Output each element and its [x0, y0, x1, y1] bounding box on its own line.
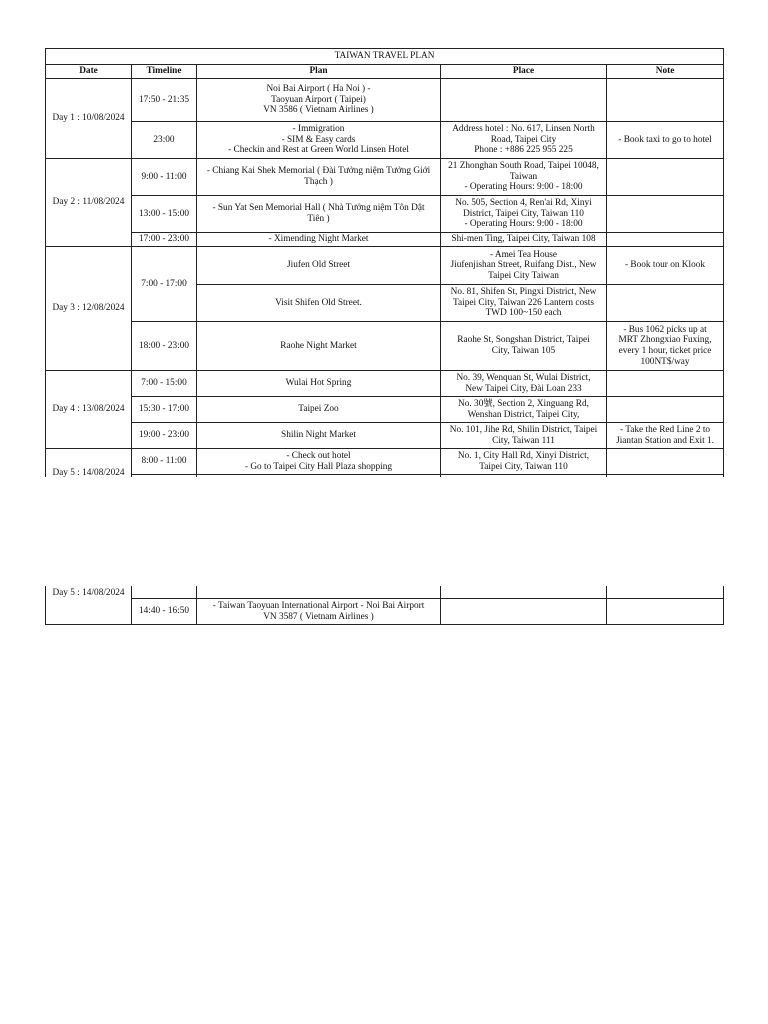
plan-cell: Shilin Night Market [197, 423, 441, 449]
date-cell: Day 3 : 12/08/2024 [46, 247, 132, 371]
plan-cell: Wulai Hot Spring [197, 371, 441, 397]
place-cell: - Amei Tea House Jiufenjishan Street, Ruifang Dist., New Taipei City Taiwan [441, 247, 607, 285]
time-cell: 13:00 - 15:00 [132, 196, 197, 233]
time-cell: 8:00 - 11:00 [132, 449, 197, 475]
plan-cell: Jiufen Old Street [197, 247, 441, 285]
place-cell: Shi-men Ting, Taipei City, Taiwan 108 [441, 233, 607, 247]
travel-plan-table-continued [45, 586, 724, 625]
table-row [46, 371, 724, 397]
table-row [46, 247, 724, 285]
time-cell: 23:00 [132, 122, 197, 159]
note-cell [607, 599, 724, 625]
note-cell [607, 397, 724, 423]
time-cell: 14:40 - 16:50 [132, 599, 197, 625]
place-cell: No. 30號, Section 2, Xinguang Rd, Wenshan District, Taipei City, [441, 397, 607, 423]
date-cell: Day 4 : 13/08/2024 [46, 371, 132, 449]
header-date: Date [46, 65, 132, 79]
note-cell [607, 449, 724, 475]
table-title: TAIWAN TRAVEL PLAN [46, 49, 724, 65]
plan-cell: Taipei Zoo [197, 397, 441, 423]
header-row [46, 65, 724, 79]
time-cell: 7:00 - 15:00 [132, 371, 197, 397]
time-cell: 18:00 - 23:00 [132, 322, 197, 371]
plan-cell: - Chiang Kai Shek Memorial ( Đài Tưởng niệm Tưởng Giới Thạch ) [197, 159, 441, 196]
date-cell-continued: Day 5 : 14/08/2024 [46, 586, 132, 599]
plan-cell: - Check out hotel - Go to Taipei City Hall Plaza shopping [197, 449, 441, 475]
table-row [46, 397, 724, 423]
date-cell: Day 2 : 11/08/2024 [46, 159, 132, 247]
travel-plan-table [45, 48, 724, 477]
table-row [46, 423, 724, 449]
note-cell: - Book tour on Klook [607, 247, 724, 285]
travel-plan-page-top [0, 0, 768, 477]
place-cell: No. 39, Wenquan St, Wulai District, New Taipei City, Đài Loan 233 [441, 371, 607, 397]
place-cell: Address hotel : No. 617, Linsen North Road, Taipei City Phone : +886 225 955 225 [441, 122, 607, 159]
table-row [46, 322, 724, 371]
table-row [46, 449, 724, 475]
time-cell: 7:00 - 17:00 [132, 247, 197, 322]
note-cell: - Take the Red Line 2 to Jiantan Station and Exit 1. [607, 423, 724, 449]
place-cell: Raohe St, Songshan District, Taipei City, Taiwan 105 [441, 322, 607, 371]
time-cell: 9:00 - 11:00 [132, 159, 197, 196]
place-cell: No. 1, City Hall Rd, Xinyi District, Taipei City, Taiwan 110 [441, 449, 607, 475]
table-row [46, 79, 724, 122]
header-plan: Plan [197, 65, 441, 79]
place-cell: No. 101, Jihe Rd, Shilin District, Taipei City, Taiwan 111 [441, 423, 607, 449]
date-cell: Day 5 : 14/08/2024 [46, 449, 132, 478]
date-cell: Day 1 : 10/08/2024 [46, 79, 132, 159]
plan-cell: - Taiwan Taoyuan International Airport - Noi Bai Airport VN 3587 ( Vietnam Airlines ) [197, 599, 441, 625]
place-cell [441, 79, 607, 122]
table-row [46, 122, 724, 159]
place-cell: 21 Zhonghan South Road, Taipei 10048, Taiwan - Operating Hours: 9:00 - 18:00 [441, 159, 607, 196]
place-cell [441, 599, 607, 625]
note-cell [607, 233, 724, 247]
note-cell [607, 371, 724, 397]
travel-plan-page-bottom [0, 586, 768, 626]
note-cell [607, 285, 724, 322]
time-cell: 19:00 - 23:00 [132, 423, 197, 449]
plan-cell: - Immigration - SIM & Easy cards - Checkin and Rest at Green World Linsen Hotel [197, 122, 441, 159]
plan-cell: Noi Bai Airport ( Ha Noi ) - Taoyuan Airport ( Taipei) VN 3586 ( Vietnam Airlines ) [197, 79, 441, 122]
header-note: Note [607, 65, 724, 79]
header-timeline: Timeline [132, 65, 197, 79]
time-cell: 15:30 - 17:00 [132, 397, 197, 423]
time-cell: 17:50 - 21:35 [132, 79, 197, 122]
note-cell [607, 196, 724, 233]
note-cell: - Book taxi to go to hotel [607, 122, 724, 159]
note-cell: - Bus 1062 picks up at MRT Zhongxiao Fuxing, every 1 hour, ticket price 100NT$/way [607, 322, 724, 371]
table-row [46, 159, 724, 196]
place-cell: No. 505, Section 4, Ren'ai Rd, Xinyi District, Taipei City, Taiwan 110 - Operating Hours: 9:00 - 18:00 [441, 196, 607, 233]
plan-cell: Visit Shifen Old Street. [197, 285, 441, 322]
note-cell [607, 159, 724, 196]
plan-cell: Raohe Night Market [197, 322, 441, 371]
plan-cell: - Ximending Night Market [197, 233, 441, 247]
header-place: Place [441, 65, 607, 79]
table-row [46, 196, 724, 233]
time-cell: 17:00 - 23:00 [132, 233, 197, 247]
table-row [46, 599, 724, 625]
note-cell [607, 79, 724, 122]
place-cell: No. 81, Shifen St, Pingxi District, New Taipei City, Taiwan 226 Lantern costs TWD 100~150 each [441, 285, 607, 322]
plan-cell: - Sun Yat Sen Memorial Hall ( Nhà Tưởng niệm Tôn Dật Tiên ) [197, 196, 441, 233]
table-row [46, 233, 724, 247]
